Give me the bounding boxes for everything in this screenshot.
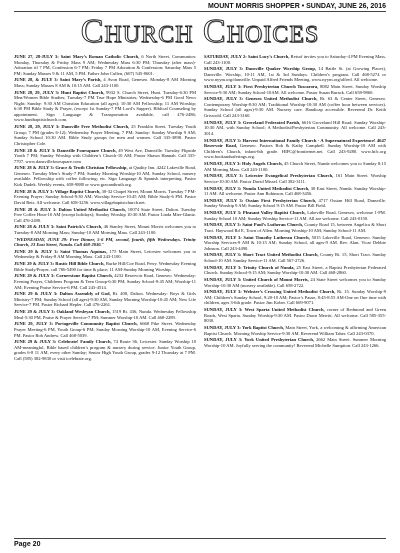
- church-listing: SUNDAY, JULY 3: Harvest International Family Church - A Supernatural Experience! 4647 Reservoir Road, Geneseo. Pastors Bob & Kathy Campbell. Sunday Worship-10 AM with Children’s Church, infant-6th grade. HIFC@frontiernet.net. Call 243-9280. www.hifc.org www.bookandsaferings.org.: [204, 137, 386, 160]
- church-listing: SUNDAY, JULY 3: Saint Timothy Lutheran Church, 5015 Lakeville Road, Geneseo. Sunday Worship Services-9 AM & 10:15 AM; Sunday School, all ages-9 AM. Rev. Alan. Vicar Debbie Johnson. Call 243-4490.: [204, 234, 386, 251]
- church-listing: JUNE 28, 29, JULY 3: Dansville Free Methodist Church, 25 Franklin Street. Tuesday Youth Group; 7 PM (grades 6-12); Wednesday Prayer Meeting, 7 PM; Sunday: Sunday Worship 9 AM; Sunday School 10:30 AM. Bible Study groups for men and women. Call 335-3898. Pastor Christopher Cole.: [14, 124, 196, 146]
- church-listing: SATURDAY, JULY 2: Saint Lucy’s Church, Retsof invites you to Saturday-4 PM Evening Mass. Call 243-1100.: [204, 54, 386, 65]
- church-listing: SUNDAY, JULY 3: York Baptist Church, Main Street, York, a welcoming & affirming American Baptist Church. Morning Worship Service-9:30 AM. Reverend William Taber. Call 243-0370.: [204, 324, 386, 336]
- church-listing: SUNDAY, JULY 3: West Sparta United Methodist Church, corner of Redmond and Green Roads, West Sparta. Sunday Worship-9:30 AM. Pastor Dawn Merritt. All welcome. Call 585-355-8030.: [204, 307, 386, 324]
- church-listing: SUNDAY, JULY 3: First Presbyterian Church Tuscarora, 8082 Main Street. Sunday Worship Service-9:30 AM; Sunday School-10AM. All welcome. Pastor Susan Burack. Call 658-9860.: [204, 84, 386, 95]
- church-listing: SUNDAY, JULY 3: Short Tract United Methodist Church, County Rt. 15, Short Tract. Sunday School-10 AM. Sunday Service-11 AM. Call 567-2726.: [204, 252, 386, 264]
- page-header: MOUNT MORRIS SHOPPER • SUNDAY, JUNE 26, 2016: [14, 2, 386, 12]
- church-listing: SUNDAY, JULY 3: Holy Angels Church, 45 Church Street, Nunda welcomes you to Sunday 8:15 AM Morning Mass. Call 243-1100.: [204, 160, 386, 172]
- church-listing: SUNDAY, JULY 3: Groveland Federated Parish, 6616 Groveland Hill Road. Sunday Worship-10:30 AM, with Sunday School; A Methodist/Presbyterian Community. All welcome. Call 243-3014.: [204, 119, 386, 136]
- church-listing: JUNE 28 & JULY 3: Dalton United Methodist Church, 10074 State Street, Dalton. Tuesday Free Coffee Hour-10 AM (except holidays); Sunday Worship 10:30 AM. Pastor Linda Mier-Glantz. Call 476-2490.: [14, 206, 196, 223]
- church-listing: SUNDAY, JULY 3: Nunda United Methodist Church, 30 East Street, Nunda. Sunday Worship-11 AM. All welcome. Pastor Ann Robinson. Call 468-3456.: [204, 185, 386, 197]
- church-listing: SUNDAY, JULY 3: United Church of Mount Morris, 24 State Street welcomes you to Sunday Worship-10:30 AM (nursery available). Call 658-2722.: [204, 277, 386, 288]
- church-listing: JUNE 29 & JULY 3: Rustic Hill Bible Church, Burke Hill/Coe Road, Perry. Wednesday Evening Bible Study/Prayer, call 786-5490 for time & place; 11 AM-Sunday Morning Worship.: [14, 261, 196, 272]
- church-listing: JUNE 28 & JULY 3: Grace & Truth Christian Fellowship, at Quality Inn, 4242 Lakeville Road, Geneseo. Tuesday Men’s Study-7 PM; Sunday Morning Worship-10 AM, Sunday School, nursery available. Fellowship with coffee following; etc. Sign Language & Spanish interpreting. Pastor Kirk Dudek. Weekly events, 658-9880 or www.gracandtruth.org.: [14, 165, 196, 187]
- church-listing: JUNE 29 & JULY 3: Celebrate! Family Church, 74 Route 36, Leicester. Sunday Worship 10 AM-meaningful, Bible based children’s program & nursery during service. Junior Youth Group, grades 6-8 11 AM, every other Sunday; Senior High Youth Group, grades 9-12 Thursday at 7 PM. Call (585) 382-9830 or visit icelebrate.org.: [14, 339, 196, 361]
- church-listing: SUNDAY, JULY 3: York United Presbyterian Church, 2662 Main Street. Summer Morning Worship-10 AM. Joyfully serving the community! Reverend Michelle Sumption. Call 243-1266.: [204, 337, 386, 348]
- church-listing: SUNDAY, JULY 3: Pleasant Valley Baptist Church, Lakeville Road, Geneseo, welcome 1-PM. Sunday School 10 AM; Sunday Worship Service-11 AM. All are welcome. Call 243-0150.: [204, 210, 386, 221]
- church-listing: SUNDAY, JULY 3: Trinity Church of Nunda, 25 East Street, a Baptist Presbyterian Federated Church. Sunday School-9:15 AM; Sunday Worship-10:30 AM. Call 468-2860.: [204, 264, 386, 276]
- church-listing: SUNDAY, JULY 3: Geneseo United Methodist Church, Rt. 63 & Center Street, Geneseo. Contemporary Worship-8:30 AM; Traditional Worship-10:30 AM (coffee hour between services). Sunday School (all ages)-9:30 AM. Nursery care. Handicap accessible. Reverend Dr. Keith Griswold. Call 243-3160.: [204, 96, 386, 119]
- church-listing: JUNE 29 & JULY 3: Cornerstone Baptist Church, 4232 Reservoir Road, Geneseo. Wednesday: Evening Prayer, Childrens Program & Teen Group-6:30 PM; Sunday School-9:45 AM; Worship-11 AM; Evening Praise Service-6 PM. Call 243-4514.: [14, 273, 196, 290]
- church-listing: JUNE 28 & JULY 3: Saint Patrick’s Church, 46 Stanley Street, Mount Morris welcomes you to Tuesday-8 AM Morning Mass; Sunday-10 AM Morning Mass. Call 243-1100.: [14, 224, 196, 235]
- banner-title: Church Choices: [80, 13, 320, 50]
- right-column: [204, 54, 386, 532]
- church-listing: JUNE 28 & JULY 3: Dansville Foursquare Church, 49 West Ave, Dansville. Tuesday Flipside Youth 7 PM; Sunday Worship with Children’s Church-10 AM; Pastor Shawn Hannah. Call 335-7707. www.dansvillefoursquare.com: [14, 147, 196, 164]
- church-listing: JUNE 27, 28-JULY 3: Saint Mary’s Roman Catholic Church, 6 North Street, Communion: Monday, Thursday & Friday Mass 9 AM; Wednesday Mass 6:30 PM; Thursday (after mass)-Adoration til 7 PM, Confession 6-7 PM; Friday 7 PM Adoration & Confession; Saturday Mass 5 PM; Sunday Masses 9 & 11 AM, 5 PM. Father John Cullen, (607) 545-8601.: [14, 54, 196, 76]
- church-listing: JUNE 28, & JULY 3: Saint Mary’s Parish, 4 Avon Road, Geneseo. Monday-8 AM Morning Mass; Sunday Masses 8 AM & 10:15 AM. Call 243-1100.: [14, 77, 196, 88]
- church-listing: SUNDAY, JULY 3: Ossian First Presbyterian Church, 4717 Ossian Hill Road, Dansville. Sunday Worship 9 AM; Sunday School 9:15 AM. Pastor Bill Field.: [204, 197, 386, 209]
- listings: [14, 54, 386, 532]
- church-listing: SUNDAY, JULY 3: Dansville Quaker Worship Group, 14 Battle St. (at Growing Places), Dansville. Worship, 10-11 AM, 1st & 3rd Sundays. Children’s program. Call 468-5274 or www.nyym.org/dansville. Unpaid Alfred Friends Meeting, www.nyym.org/alfred. All welcome.: [204, 66, 386, 83]
- church-listing: JUNE 28 & JULY 3: Village Baptist Church, 30-32 Chapel Street, Mount Morris. Tuesday 7 PM-Evening Prayer; Sunday School-9:30 AM; Worship Service-10:45 AM; Bible Study-6 PM. Pastor David Reis. All welcome. Call 658-3256. www.villagebaptistchurch.net.: [14, 188, 196, 205]
- church-listing: JUNE 28, 29, JULY 3: Hunt Baptist Church, 9932 S. Church Street, Hunt. Tuesday-6:30 PM Men/Women Bible Studies; Tuesday-7 PM True Hope Ministries; Wednesday-6 PM Good News Night; Sunday: 9:30 AM Christian Education (all ages); 10:30 AM Fellowship; 11 AM Worship; 6:30 PM Bible Study & Prayer, (except 1st Sunday-7 PM Lord’s Supper). Biblical Counseling by appointment. Sign Language & Transportation available, call 476-2486; www.huntbaptistchurch.com.: [14, 89, 196, 123]
- church-listing: SUNDAY, JULY 3: Webster’s Crossing United Methodist Church, Rt. 15. Sunday Worship-9 AM; Children’s Sunday School, 9:20-10 AM; Pastor’s Pause, 8:45-8:55 AM-One on One time with children, ages 3-6th grade. Pastor Jim Kober. Call 669-9071.: [204, 289, 386, 306]
- church-listing: JUNE 29 & JULY 3: Oakland Wesleyan Church, 1519 Rt. 436, Nunda. Wednesday Fellowship Meal-5:30 PM, Praise & Prayer Service-7 PM; Summer Worship-10 AM. Call 468-2289.: [14, 309, 196, 320]
- section-banner: [14, 14, 386, 50]
- page-number: Page 20: [14, 541, 41, 548]
- left-column: [14, 54, 196, 532]
- church-listing: JUNE 29, JULY 3: Portageville Community Baptist Church, 6668 Pike Street. Wednesday Prayer Meeting-6 PM, Youth Group-6 PM; Sunday Morning Worship-10 AM, Evening Service-6 PM. Pastor Rob Andrew. Call 468-5039.: [14, 321, 196, 338]
- church-listing: JUNE 29 & JULY 3: Saint Thomas Aquinas, 175 Main Street, Leicester welcomes you to Wednesday & Friday-8 AM Morning Mass. Call 243-1100.: [14, 248, 196, 260]
- church-listing: JUNE 29 & JULY 3: Dalton Assembly of God, Rt. 408, Dalton. Wednesday: Boys & Girls Ministry-7 PM; Sunday School (all ages)-9:30 AM, Sunday Morning Worship-10:45 AM; New Life Service-7 PM. Pastor Richard Hepler. Call 476-2261.: [14, 291, 196, 308]
- footer-rule: [14, 538, 386, 539]
- church-listing: "WEDNESDAY, JUNE 29: Free Dinner, 5-6 PM, second, fourth, fifth Wednesdays. Trinity Church, 23 East Street, Nunda. Call 468-2030.": [14, 236, 196, 248]
- church-listing: SUNDAY, JULY 3: Saint Paul’s Lutheran Church, County Road 15, between Angelica & Short Tract. Haywood Rd E, Town of Allen. Morning Worship-10 AM; Sunday School-11 AM.: [204, 222, 386, 233]
- church-listing: SUNDAY, JULY 3: Leicester Evangelical Presbyterian Church, 161 Main Street. Worship Service-10:30 AM. Pastor David Missel. Call 382-3111.: [204, 173, 386, 184]
